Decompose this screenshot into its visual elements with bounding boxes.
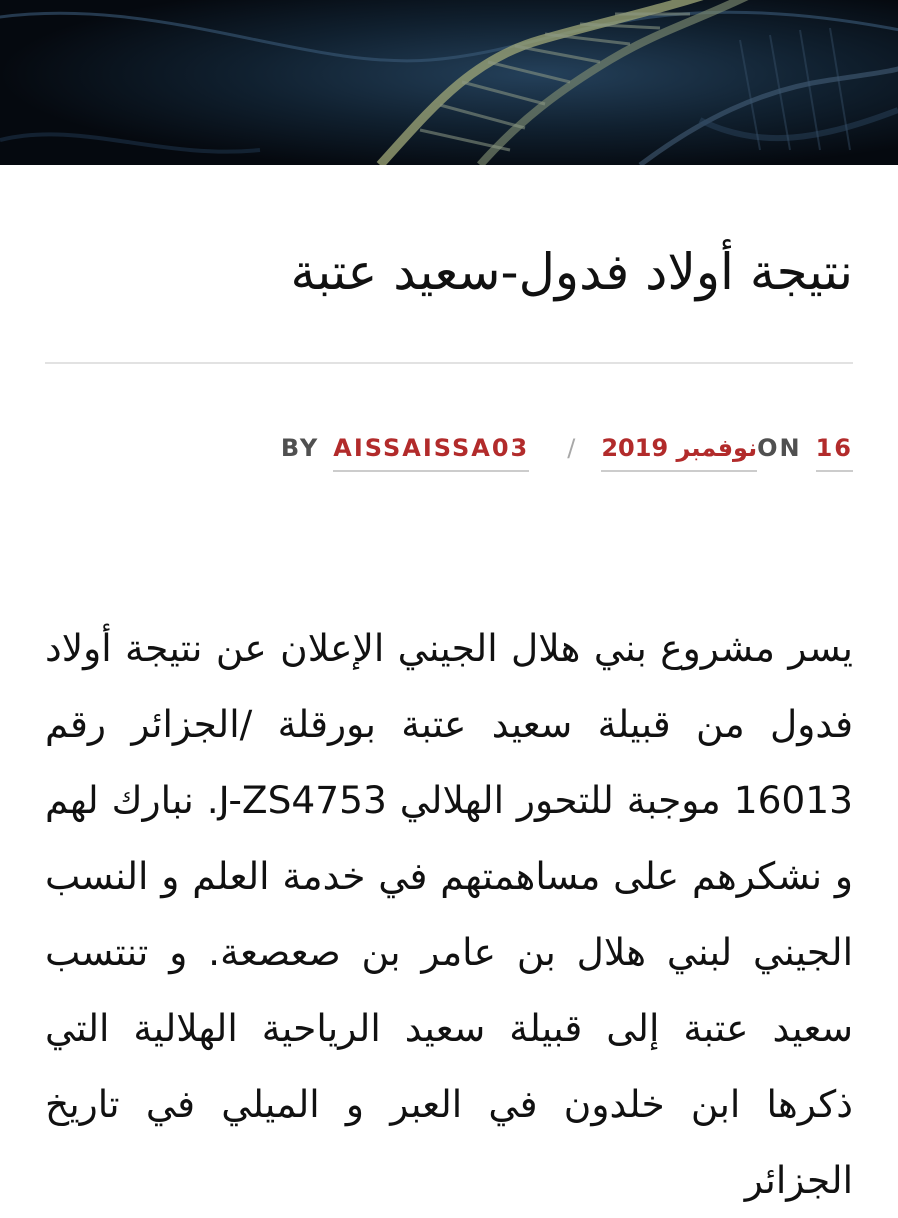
author-link[interactable]: AISSAISSA03 <box>333 428 529 472</box>
meta-by-label: BY <box>280 434 320 462</box>
meta-on-label: ON <box>757 434 802 462</box>
post-meta <box>281 428 853 476</box>
article-body: يسر مشروع بني هلال الجيني الإعلان عن نتيجة أولاد فدول من قبيلة سعيد عتبة بورقلة /الجزائر رقم 16013 موجبة للتحور الهلالي J-ZS4753. نبارك لهم و نشكرهم على مساهمتهم في خدمة العلم و النسب الجيني لبني هلال بن عامر بن صعصعة. و تنتسب سعيد عتبة إلى قبيلة سعيد الرياحية الهلالية التي ذكرها ابن خلدون في العبر و الميلي في تاريخ الجزائر <box>45 626 854 1202</box>
article-title: نتيجة أولاد فدول-سعيد عتبة <box>290 243 853 301</box>
date-day-link[interactable]: 16 <box>816 428 853 472</box>
date-month-year-link[interactable]: نوفمبر 2019 <box>601 428 757 472</box>
meta-separator: / <box>567 434 578 462</box>
header-image-dna <box>0 0 898 165</box>
title-divider <box>45 362 853 364</box>
dna-helix-image <box>0 0 898 165</box>
